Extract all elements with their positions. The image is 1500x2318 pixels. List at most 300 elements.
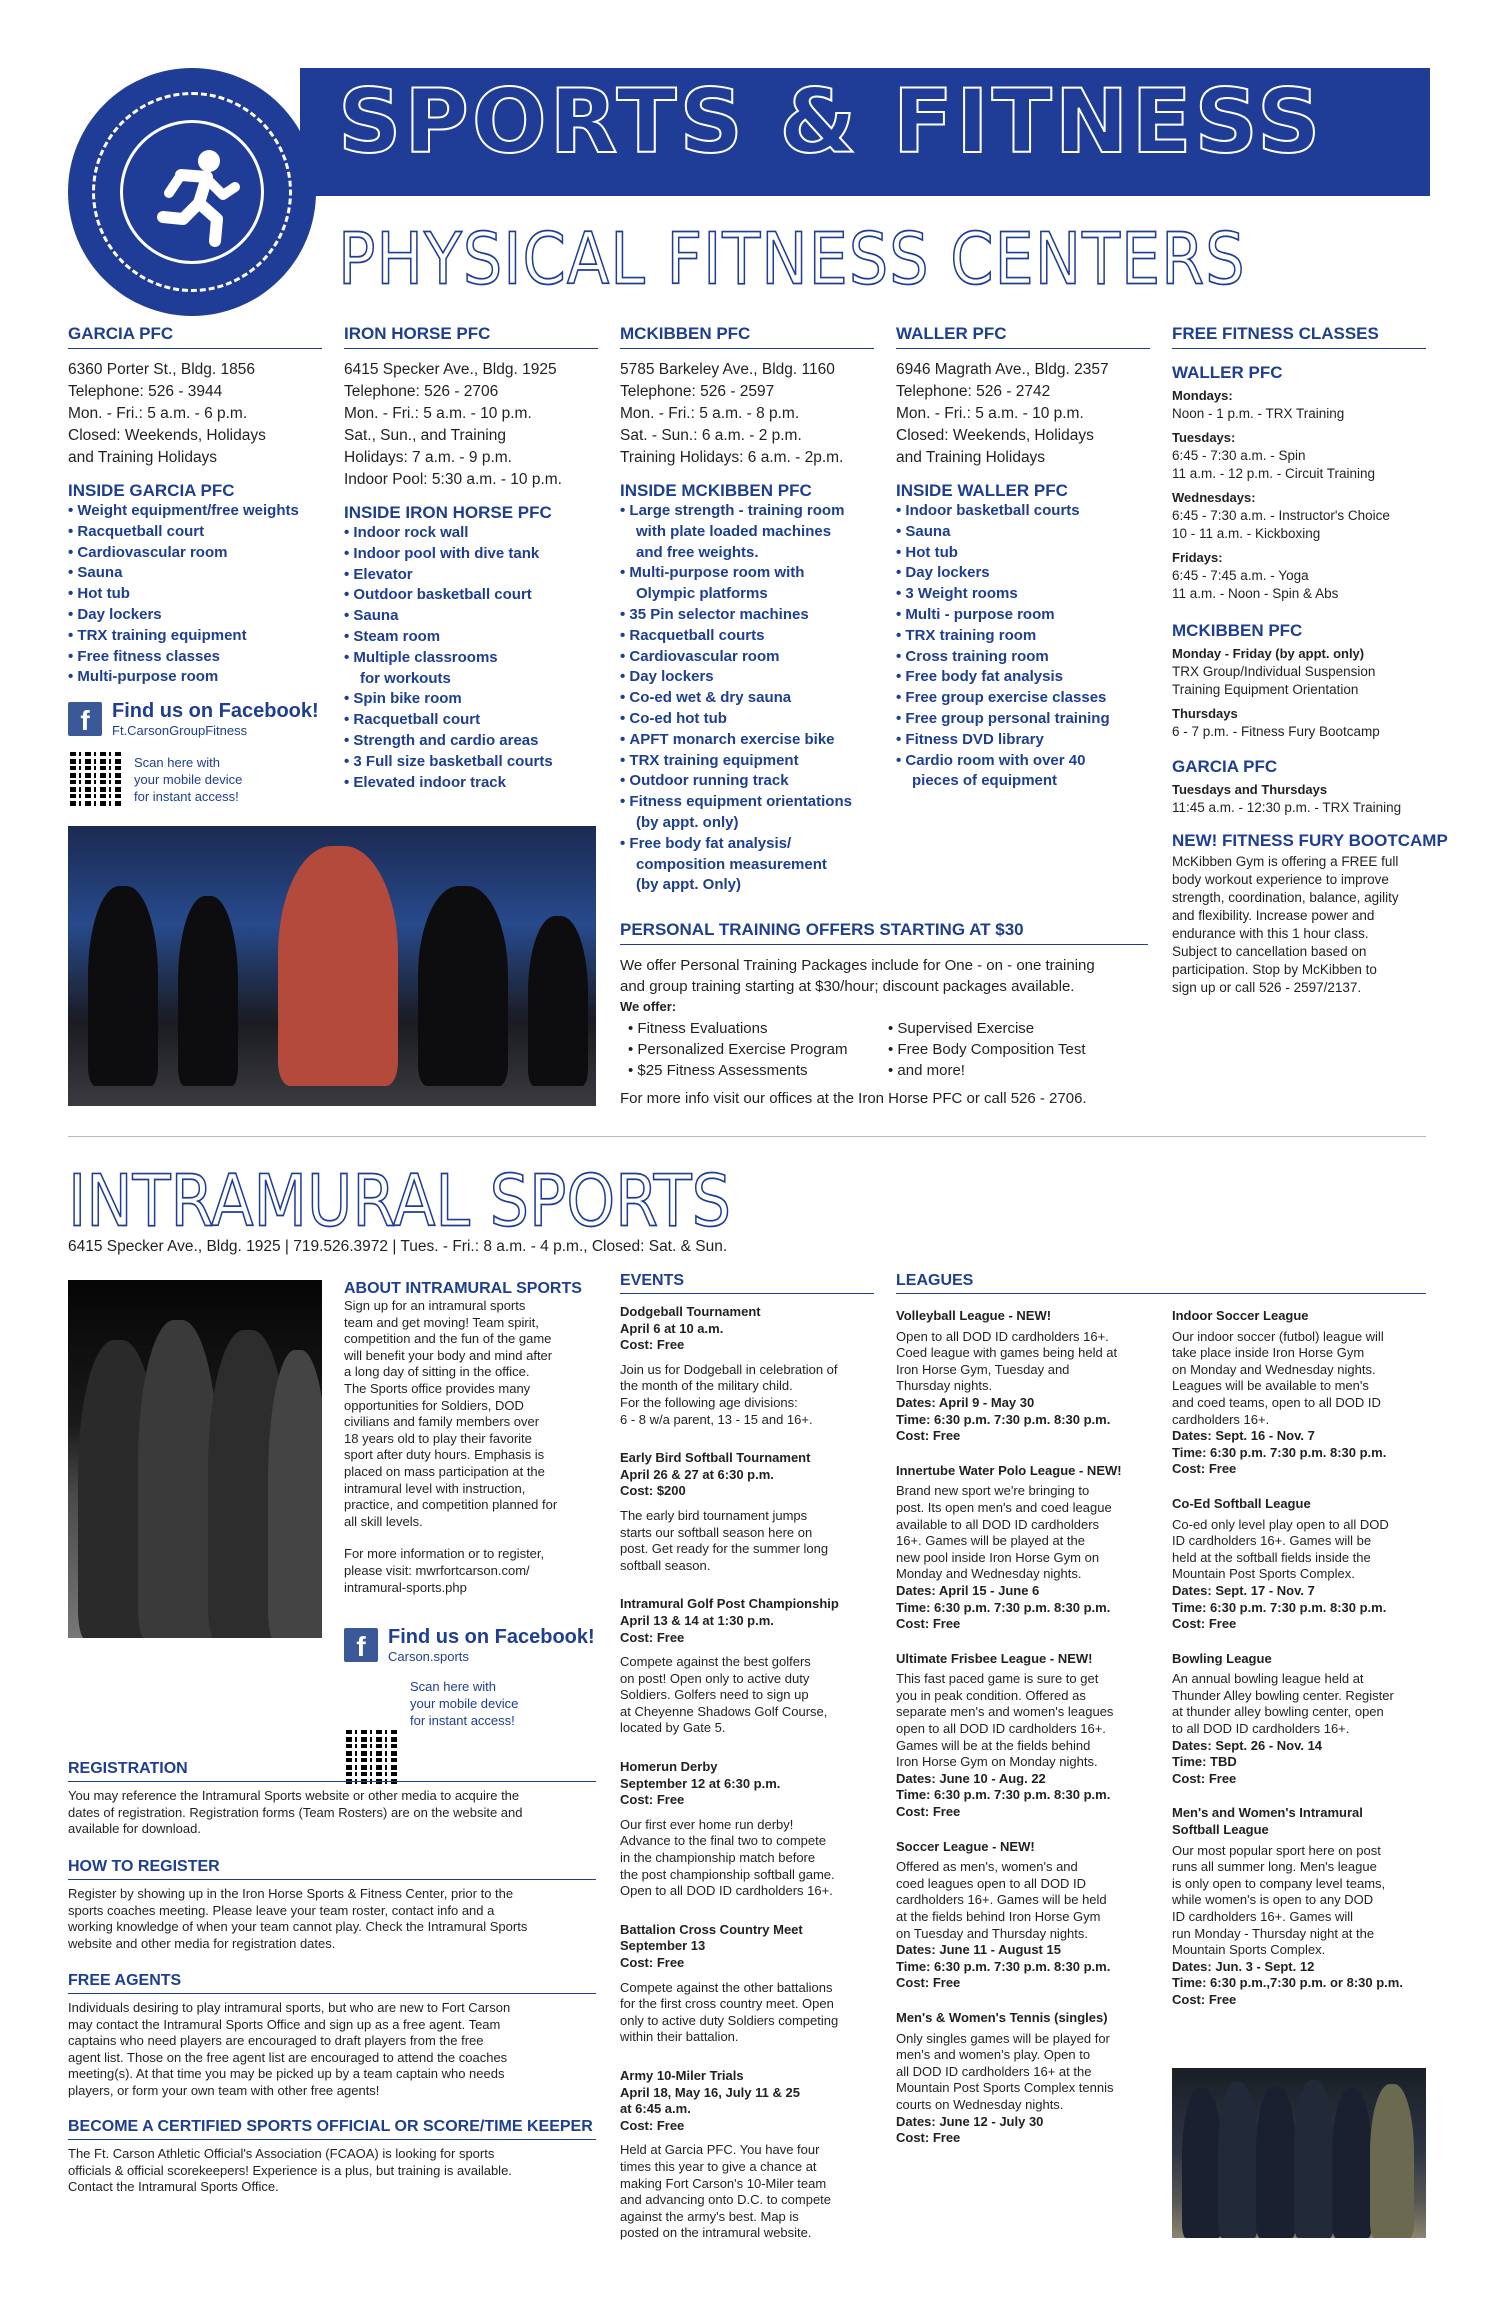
league-item bbox=[896, 1308, 1150, 1445]
amenity-item: • Weight equipment/free weights bbox=[68, 501, 322, 522]
official-heading: BECOME A CERTIFIED SPORTS OFFICIAL OR SCORE/TIME KEEPER bbox=[68, 2118, 596, 2140]
amenity-continuation: composition measurement bbox=[636, 855, 827, 873]
league-item bbox=[896, 1651, 1150, 1821]
league-detail: Dates: June 10 - Aug. 22 bbox=[896, 1770, 1046, 1786]
more-info-line: intramural-sports.php bbox=[344, 1579, 467, 1595]
more-info-line: For more information or to register, bbox=[344, 1546, 545, 1562]
address-line: Closed: Weekends, Holidays bbox=[896, 427, 1094, 444]
mckibben-inside-heading: INSIDE MCKIBBEN PFC bbox=[620, 481, 812, 500]
event-title: Army 10-Miler Trials bbox=[620, 2067, 744, 2083]
amenity-item: • Steam room bbox=[344, 627, 598, 648]
registration-line: available for download. bbox=[68, 1821, 201, 1837]
event-detail: Cost: $200 bbox=[620, 1483, 686, 1499]
league-description: open to all DOD ID cardholders 16+. bbox=[896, 1721, 1106, 1737]
amenity-text: Fitness equipment orientations bbox=[629, 793, 852, 811]
league-detail: Dates: June 11 - August 15 bbox=[896, 1942, 1061, 1958]
facebook-handle[interactable]: Carson.sports bbox=[388, 1649, 469, 1664]
league-description: Leagues will be available to men's bbox=[1172, 1378, 1369, 1394]
how-to-register-text bbox=[68, 1886, 596, 1952]
iron-horse-amenities bbox=[344, 523, 598, 793]
event-title: Intramural Golf Post Championship bbox=[620, 1596, 839, 1612]
about-line: The Sports office provides many bbox=[344, 1380, 531, 1396]
runner-icon bbox=[120, 120, 264, 264]
event-title: Homerun Derby bbox=[620, 1759, 718, 1775]
amenity-item: • TRX training equipment bbox=[68, 626, 322, 647]
league-item bbox=[1172, 1308, 1426, 1478]
waller-column bbox=[896, 324, 1150, 792]
class-line: 6 - 7 p.m. - Fitness Fury Bootcamp bbox=[1172, 724, 1380, 739]
event-description: the post championship softball game. bbox=[620, 1866, 835, 1882]
league-description: at thunder alley bowling center, open bbox=[1172, 1704, 1384, 1720]
amenity-text: APFT monarch exercise bike bbox=[629, 730, 835, 748]
event-description: in the championship match before bbox=[620, 1850, 816, 1866]
league-description: cardholders 16+. Games will be held bbox=[896, 1892, 1107, 1908]
about-line: sport after duty hours. Emphasis is bbox=[344, 1447, 545, 1463]
amenity-continuation: with plate loaded machines bbox=[636, 522, 832, 540]
league-description: cardholders 16+. bbox=[1172, 1411, 1270, 1427]
free-agents-text bbox=[68, 2000, 596, 2100]
event-description: the month of the military child. bbox=[620, 1378, 793, 1394]
about-line: a long day of sitting in the office. bbox=[344, 1364, 530, 1380]
event-detail: at 6:45 a.m. bbox=[620, 2101, 691, 2117]
free-agents-line: may contact the Intramural Sports Office and sign up as a free agent. Team bbox=[68, 2016, 501, 2032]
garcia-class-lines bbox=[1172, 799, 1426, 817]
qr-text-line: Scan here with bbox=[410, 1679, 496, 1694]
amenity-text: TRX training equipment bbox=[629, 751, 799, 769]
address-line: Telephone: 526 - 2742 bbox=[896, 383, 1051, 400]
amenity-continuation: and free weights. bbox=[636, 543, 759, 561]
amenity-item: • Elevator bbox=[344, 565, 598, 586]
amenity-item: • Free group exercise classes bbox=[896, 688, 1150, 709]
event-detail: April 18, May 16, July 11 & 25 bbox=[620, 2084, 800, 2100]
how-to-register-line: working knowledge of when your team cannot play. Check the Intramural Sports bbox=[68, 1919, 528, 1935]
offer-item: • $25 Fitness Assessments bbox=[628, 1062, 808, 1079]
amenity-item: • Indoor basketball courts bbox=[896, 501, 1150, 522]
league-title: Softball League bbox=[1172, 1822, 1269, 1838]
class-day: Wednesdays: bbox=[1172, 490, 1256, 505]
league-detail: Dates: April 9 - May 30 bbox=[896, 1394, 1035, 1410]
we-offer-label: We offer: bbox=[620, 999, 677, 1014]
event-description: For the following age divisions: bbox=[620, 1394, 798, 1410]
amenity-item: • Free body fat analysis bbox=[896, 667, 1150, 688]
more-info-line: please visit: mwrfortcarson.com/ bbox=[344, 1562, 530, 1578]
how-to-register-section bbox=[68, 1858, 596, 1952]
league-description: Our indoor soccer (futbol) league will bbox=[1172, 1328, 1384, 1344]
event-description: Compete against the other battalions bbox=[620, 1979, 833, 1995]
league-item bbox=[896, 1839, 1150, 1992]
intramural-facebook[interactable] bbox=[344, 1628, 378, 1662]
league-description: Games will be at the fields behind bbox=[896, 1737, 1091, 1753]
league-description: men's and women's play. Open to bbox=[896, 2047, 1091, 2063]
garcia-heading: GARCIA PFC bbox=[68, 324, 322, 349]
event-description: The early bird tournament jumps bbox=[620, 1507, 808, 1523]
event-item bbox=[620, 2068, 874, 2242]
league-description: ID cardholders 16+. Games will bbox=[1172, 1909, 1353, 1924]
class-line: 11 a.m. - 12 p.m. - Circuit Training bbox=[1172, 466, 1376, 481]
waller-class-schedule bbox=[1172, 387, 1426, 603]
amenity-item: • Sauna bbox=[344, 606, 598, 627]
address-line: and Training Holidays bbox=[68, 449, 218, 466]
amenity-text: Racquetball courts bbox=[629, 626, 765, 644]
address-line: Closed: Weekends, Holidays bbox=[68, 427, 266, 444]
event-description: post. Get ready for the summer long bbox=[620, 1541, 829, 1557]
amenity-item: • Day lockers bbox=[68, 605, 322, 626]
free-agents-line: captains who need players are encouraged to draft players from the free bbox=[68, 2033, 484, 2049]
league-description: Mountain Sports Complex. bbox=[1172, 1942, 1326, 1958]
league-description: Co-ed only level play open to all DOD bbox=[1172, 1516, 1389, 1532]
amenity-continuation: pieces of equipment bbox=[912, 772, 1058, 790]
event-detail: September 13 bbox=[620, 1938, 706, 1954]
league-detail: Cost: Free bbox=[1172, 1461, 1237, 1477]
league-description: An annual bowling league held at bbox=[1172, 1671, 1364, 1687]
event-description: Held at Garcia PFC. You have four bbox=[620, 2142, 820, 2158]
event-description: Advance to the final two to compete bbox=[620, 1833, 826, 1849]
bootcamp-line: body workout experience to improve bbox=[1172, 872, 1389, 887]
free-agents-line: players, or form your own team with other free agents! bbox=[68, 2082, 380, 2098]
league-title: Men's & Women's Tennis (singles) bbox=[896, 2009, 1108, 2025]
garcia-column bbox=[68, 324, 322, 688]
garcia-facebook-text[interactable] bbox=[112, 700, 319, 738]
registration-line: dates of registration. Registration forms (Team Rosters) are on the website and bbox=[68, 1804, 523, 1820]
league-detail: Dates: Sept. 16 - Nov. 7 bbox=[1172, 1428, 1315, 1444]
iron-horse-heading: IRON HORSE PFC bbox=[344, 324, 598, 349]
league-detail: Cost: Free bbox=[896, 1428, 961, 1444]
garcia-class-day: Tuesdays and Thursdays bbox=[1172, 782, 1328, 797]
bootcamp-description bbox=[1172, 853, 1426, 997]
about-heading: ABOUT INTRAMURAL SPORTS bbox=[344, 1280, 582, 1297]
amenity-continuation: for workouts bbox=[360, 669, 451, 687]
about-line: placed on mass participation at the bbox=[344, 1463, 545, 1479]
league-title: Indoor Soccer League bbox=[1172, 1308, 1309, 1323]
league-description: and coed teams, open to all DOD ID bbox=[1172, 1394, 1381, 1410]
league-item bbox=[1172, 1496, 1426, 1633]
events-list bbox=[620, 1304, 874, 2242]
amenity-item: • Sauna bbox=[896, 522, 1150, 543]
event-description: Open to all DOD ID cardholders 16+. bbox=[620, 1883, 833, 1899]
facebook-icon: f bbox=[68, 702, 102, 736]
league-detail: Dates: Sept. 17 - Nov. 7 bbox=[1172, 1582, 1315, 1598]
how-to-register-heading: HOW TO REGISTER bbox=[68, 1858, 596, 1880]
section-divider bbox=[68, 1136, 1426, 1137]
amenity-item: • Cardio room with over 40 bbox=[896, 751, 1150, 772]
event-detail: Cost: Free bbox=[620, 1629, 685, 1645]
how-to-register-line: sports coaches meeting. Please leave your team roster, contact info and a bbox=[68, 1902, 495, 1918]
free-classes-waller-heading: WALLER PFC bbox=[1172, 363, 1283, 382]
registration-line: You may reference the Intramural Sports website or other media to acquire the bbox=[68, 1788, 520, 1803]
league-detail: Dates: Jun. 3 - Sept. 12 bbox=[1172, 1958, 1315, 1974]
address-line: Mon. - Fri.: 5 a.m. - 8 p.m. bbox=[620, 405, 800, 422]
free-classes-heading: FREE FITNESS CLASSES bbox=[1172, 324, 1426, 349]
league-description: run Monday - Thursday night at the bbox=[1172, 1925, 1375, 1941]
leagues-column-1 bbox=[896, 1308, 1150, 2147]
league-description: Mountain Post Sports Complex. bbox=[1172, 1566, 1355, 1582]
address-line: Telephone: 526 - 2597 bbox=[620, 383, 775, 400]
about-line: all skill levels. bbox=[344, 1513, 423, 1529]
amenity-item: • Indoor rock wall bbox=[344, 523, 598, 544]
amenity-item: • Elevated indoor track bbox=[344, 773, 598, 794]
event-description: located by Gate 5. bbox=[620, 1720, 726, 1736]
class-line: Training Equipment Orientation bbox=[1172, 682, 1359, 697]
offer-item: • Personalized Exercise Program bbox=[628, 1041, 848, 1058]
league-detail: Dates: Sept. 26 - Nov. 14 bbox=[1172, 1737, 1323, 1753]
address-line: Sat., Sun., and Training bbox=[344, 427, 506, 444]
league-description: new pool inside Iron Horse Gym on bbox=[896, 1549, 1100, 1565]
league-description: on Tuesday and Thursday nights. bbox=[896, 1925, 1088, 1941]
event-item bbox=[620, 1304, 874, 1428]
event-description: at Cheyenne Shadows Golf Course, bbox=[620, 1703, 828, 1719]
league-description: Our most popular sport here on post bbox=[1172, 1842, 1381, 1858]
league-description: is only open to company level teams, bbox=[1172, 1875, 1386, 1891]
leagues-column-2 bbox=[1172, 1308, 1426, 2009]
iron-horse-column bbox=[344, 324, 598, 793]
about-line: will benefit your body and mind after bbox=[344, 1347, 553, 1363]
address-line: Indoor Pool: 5:30 a.m. - 10 p.m. bbox=[344, 471, 562, 488]
league-description: on Monday and Wednesday nights. bbox=[1172, 1361, 1376, 1377]
address-line: 6360 Porter St., Bldg. 1856 bbox=[68, 361, 255, 378]
league-detail: Time: 6:30 p.m. 7:30 p.m. 8:30 p.m. bbox=[896, 1599, 1111, 1615]
offer-item: • and more! bbox=[888, 1062, 965, 1079]
address-line: Telephone: 526 - 3944 bbox=[68, 383, 223, 400]
garcia-amenities bbox=[68, 501, 322, 688]
event-detail: Cost: Free bbox=[620, 1337, 685, 1353]
team-huddle-photo bbox=[68, 1280, 322, 1638]
league-description: Iron Horse Gym, Tuesday and bbox=[896, 1361, 1070, 1377]
league-detail: Cost: Free bbox=[896, 1975, 961, 1991]
softball-team-photo bbox=[1172, 2068, 1426, 2238]
amenity-item: • Multiple classrooms bbox=[344, 648, 598, 669]
league-detail: Cost: Free bbox=[896, 2130, 961, 2146]
league-title: Soccer League - NEW! bbox=[896, 1838, 1035, 1854]
about-line: civilians and family members over bbox=[344, 1414, 540, 1430]
event-description: against the army's best. Map is bbox=[620, 2208, 799, 2224]
address-line: 6946 Magrath Ave., Bldg. 2357 bbox=[896, 361, 1109, 378]
iron-horse-inside-heading: INSIDE IRON HORSE PFC bbox=[344, 503, 552, 522]
address-line: 5785 Barkeley Ave., Bldg. 1160 bbox=[620, 361, 835, 378]
event-detail: Cost: Free bbox=[620, 1792, 685, 1808]
free-classes-column bbox=[1172, 324, 1448, 997]
event-item bbox=[620, 1450, 874, 1574]
personal-training-footer: For more info visit our offices at the Iron Horse PFC or call 526 - 2706. bbox=[620, 1090, 1087, 1107]
league-description: Open to all DOD ID cardholders 16+. bbox=[896, 1328, 1109, 1344]
league-description: Brand new sport we're bringing to bbox=[896, 1483, 1090, 1499]
league-item bbox=[1172, 1651, 1426, 1788]
spin-class-photo bbox=[68, 826, 596, 1106]
bootcamp-line: and flexibility. Increase power and bbox=[1172, 908, 1375, 923]
address-line: Telephone: 526 - 2706 bbox=[344, 383, 499, 400]
mckibben-class-lines-2 bbox=[1172, 723, 1426, 741]
event-title: Battalion Cross Country Meet bbox=[620, 1921, 803, 1937]
registration-section bbox=[68, 1760, 596, 1838]
about-line: opportunities for Soldiers, DOD bbox=[344, 1397, 524, 1413]
class-line: 11 a.m. - Noon - Spin & Abs bbox=[1172, 586, 1339, 601]
amenity-text: Outdoor running track bbox=[629, 772, 789, 790]
section-title-fitness-centers: PHYSICAL FITNESS CENTERS bbox=[338, 216, 1246, 301]
league-description: available to all DOD ID cardholders bbox=[896, 1516, 1100, 1532]
registration-heading: REGISTRATION bbox=[68, 1760, 596, 1782]
event-description: Compete against the best golfers bbox=[620, 1654, 811, 1670]
league-description: Offered as men's, women's and bbox=[896, 1859, 1078, 1875]
qr-text-line: for instant access! bbox=[134, 789, 239, 804]
event-title: Dodgeball Tournament bbox=[620, 1304, 761, 1319]
official-section bbox=[68, 2118, 596, 2196]
league-detail: Cost: Free bbox=[1172, 1616, 1237, 1632]
event-detail: September 12 at 6:30 p.m. bbox=[620, 1775, 781, 1791]
amenity-text: Large strength - training room bbox=[629, 502, 845, 519]
events-column bbox=[620, 1272, 874, 2242]
amenity-item: • Sauna bbox=[68, 563, 322, 584]
amenity-item: • Multi-purpose room bbox=[68, 667, 322, 688]
personal-training-line: and group training starting at $30/hour; discount packages available. bbox=[620, 978, 1075, 995]
event-description: 6 - 8 w/a parent, 13 - 15 and 16+. bbox=[620, 1411, 813, 1427]
address-line: Sat. - Sun.: 6 a.m. - 2 p.m. bbox=[620, 427, 802, 444]
league-description: runs all summer long. Men's league bbox=[1172, 1859, 1377, 1875]
official-line: officials & official scorekeepers! Experience is a plus, but training is available. bbox=[68, 2162, 512, 2178]
free-classes-garcia-heading: GARCIA PFC bbox=[1172, 757, 1278, 776]
class-day: Mondays: bbox=[1172, 388, 1233, 403]
event-detail: April 6 at 10 a.m. bbox=[620, 1320, 724, 1336]
waller-inside-heading: INSIDE WALLER PFC bbox=[896, 481, 1068, 500]
amenity-item: • Hot tub bbox=[896, 543, 1150, 564]
waller-address bbox=[896, 359, 1150, 469]
class-line: 10 - 11 a.m. - Kickboxing bbox=[1172, 526, 1321, 541]
event-description: times this year to give a chance at bbox=[620, 2158, 817, 2174]
amenity-text: Free body fat analysis/ bbox=[629, 834, 792, 852]
about-description bbox=[344, 1298, 598, 1530]
garcia-facebook[interactable] bbox=[68, 702, 102, 736]
event-description: starts our softball season here on bbox=[620, 1524, 813, 1540]
league-item bbox=[1172, 1805, 1426, 2008]
amenity-continuation: (by appt. Only) bbox=[636, 876, 741, 894]
mckibben-class-day-2: Thursdays bbox=[1172, 706, 1238, 721]
amenity-item: • Free fitness classes bbox=[68, 647, 322, 668]
official-text bbox=[68, 2146, 596, 2196]
free-agents-line: Individuals desiring to play intramural sports, but who are new to Fort Carson bbox=[68, 2000, 511, 2015]
qr-text-line: Scan here with bbox=[134, 755, 220, 770]
amenity-item: • Racquetball court bbox=[344, 710, 598, 731]
amenity-item: • 3 Full size basketball courts bbox=[344, 752, 598, 773]
amenity-text: 35 Pin selector machines bbox=[629, 605, 809, 623]
facebook-handle[interactable]: Ft.CarsonGroupFitness bbox=[112, 723, 248, 738]
address-line: Mon. - Fri.: 5 a.m. - 6 p.m. bbox=[68, 405, 248, 422]
events-heading: EVENTS bbox=[620, 1272, 874, 1294]
league-description: held at the softball fields inside the bbox=[1172, 1549, 1371, 1565]
event-description: Soldiers. Golfers need to sign up bbox=[620, 1687, 809, 1703]
amenity-item: • Spin bike room bbox=[344, 689, 598, 710]
league-item bbox=[896, 2010, 1150, 2147]
bootcamp-line: Subject to cancellation based on bbox=[1172, 944, 1367, 959]
league-detail: Dates: April 15 - June 6 bbox=[896, 1582, 1040, 1598]
free-classes-mckibben-heading: MCKIBBEN PFC bbox=[1172, 621, 1303, 640]
class-day: Fridays: bbox=[1172, 550, 1223, 565]
bootcamp-heading: NEW! FITNESS FURY BOOTCAMP bbox=[1172, 831, 1448, 850]
league-description: coed leagues open to all DOD ID bbox=[896, 1875, 1087, 1891]
event-description: making Fort Carson's 10-Miler team bbox=[620, 2175, 827, 2191]
class-line: 6:45 - 7:30 a.m. - Instructor's Choice bbox=[1172, 508, 1390, 523]
free-agents-heading: FREE AGENTS bbox=[68, 1972, 596, 1994]
iron-horse-address bbox=[344, 359, 598, 491]
league-title: Bowling League bbox=[1172, 1650, 1272, 1666]
offer-item: • Free Body Composition Test bbox=[888, 1041, 1086, 1058]
class-line: 11:45 a.m. - 12:30 p.m. - TRX Training bbox=[1172, 800, 1402, 815]
bootcamp-line: participation. Stop by McKibben to bbox=[1172, 962, 1377, 977]
intramural-facebook-text[interactable] bbox=[388, 1626, 595, 1664]
facebook-icon: f bbox=[344, 1628, 378, 1662]
official-line: Contact the Intramural Sports Office. bbox=[68, 2179, 279, 2195]
official-line: The Ft. Carson Athletic Official's Association (FCAOA) is looking for sports bbox=[68, 2146, 495, 2161]
league-detail: Cost: Free bbox=[896, 1616, 961, 1632]
about-line: competition and the fun of the game bbox=[344, 1331, 552, 1347]
league-detail: Time: 6:30 p.m. 7:30 p.m. 8:30 p.m. bbox=[896, 1958, 1111, 1974]
qr-code-icon[interactable] bbox=[70, 752, 124, 806]
intramural-qr-text bbox=[410, 1678, 518, 1729]
registration-text bbox=[68, 1788, 596, 1838]
class-line: TRX Group/Individual Suspension bbox=[1172, 664, 1376, 679]
event-detail: April 26 & 27 at 6:30 p.m. bbox=[620, 1466, 774, 1482]
event-description: softball season. bbox=[620, 1557, 711, 1573]
mckibben-class-lines bbox=[1172, 663, 1426, 699]
amenity-text: Multi-purpose room with bbox=[629, 564, 805, 582]
free-agents-section bbox=[68, 1972, 596, 2100]
how-to-register-line: website and other media for registration dates. bbox=[68, 1935, 336, 1951]
league-item bbox=[896, 1463, 1150, 1633]
waller-amenities bbox=[896, 501, 1150, 792]
event-item bbox=[620, 1922, 874, 2046]
amenity-item: • Outdoor basketball court bbox=[344, 585, 598, 606]
waller-heading: WALLER PFC bbox=[896, 324, 1150, 349]
mckibben-heading: MCKIBBEN PFC bbox=[620, 324, 874, 349]
amenity-item: • Day lockers bbox=[896, 563, 1150, 584]
personal-training-heading: PERSONAL TRAINING OFFERS STARTING AT $30 bbox=[620, 920, 1148, 945]
amenity-item: • Free group personal training bbox=[896, 709, 1150, 730]
event-detail: Cost: Free bbox=[620, 2117, 685, 2133]
event-description: Join us for Dodgeball in celebration of bbox=[620, 1361, 838, 1377]
event-description: only to active duty Soldiers competing bbox=[620, 2012, 839, 2028]
event-description: on post! Open only to active duty bbox=[620, 1670, 810, 1686]
event-title: Early Bird Softball Tournament bbox=[620, 1450, 811, 1466]
amenity-continuation: (by appt. only) bbox=[636, 813, 739, 831]
league-description: at the fields behind Iron Horse Gym bbox=[896, 1909, 1101, 1924]
league-detail: Time: 6:30 p.m. 7:30 p.m. 8:30 p.m. bbox=[1172, 1444, 1387, 1460]
amenity-item: • Fitness DVD library bbox=[896, 730, 1150, 751]
league-description: Thunder Alley bowling center. Register bbox=[1172, 1687, 1394, 1703]
amenity-item: • Multi - purpose room bbox=[896, 605, 1150, 626]
garcia-qr-text bbox=[134, 754, 242, 805]
how-to-register-line: Register by showing up in the Iron Horse Sports & Fitness Center, prior to the bbox=[68, 1886, 514, 1901]
page-title: SPORTS & FITNESS bbox=[338, 70, 1324, 173]
league-description: Iron Horse Gym on Monday nights. bbox=[896, 1754, 1098, 1770]
amenity-item: • Hot tub bbox=[68, 584, 322, 605]
event-description: Our first ever home run derby! bbox=[620, 1816, 794, 1832]
address-line: 6415 Specker Ave., Bldg. 1925 bbox=[344, 361, 557, 378]
league-detail: Cost: Free bbox=[896, 1804, 961, 1820]
event-detail: April 13 & 14 at 1:30 p.m. bbox=[620, 1612, 774, 1628]
personal-training-description bbox=[620, 955, 1148, 997]
amenity-text: Co-ed wet & dry sauna bbox=[629, 689, 792, 707]
amenity-item: • Cardiovascular room bbox=[68, 543, 322, 564]
league-title: Innertube Water Polo League - NEW! bbox=[896, 1462, 1122, 1478]
bootcamp-line: McKibben Gym is offering a FREE full bbox=[1172, 854, 1399, 869]
facebook-title: Find us on Facebook! bbox=[112, 700, 319, 722]
address-line: and Training Holidays bbox=[896, 449, 1046, 466]
amenity-item: • 3 Weight rooms bbox=[896, 584, 1150, 605]
amenity-text: Day lockers bbox=[629, 668, 714, 686]
league-detail: Time: TBD bbox=[1172, 1754, 1237, 1770]
class-line: Noon - 1 p.m. - TRX Training bbox=[1172, 406, 1345, 421]
amenity-item: • Indoor pool with dive tank bbox=[344, 544, 598, 565]
amenity-item: • Cross training room bbox=[896, 647, 1150, 668]
about-line: intramural level with instruction, bbox=[344, 1480, 526, 1496]
free-agents-line: agent list. Those on the free agent list are encouraged to attend the coaches bbox=[68, 2049, 508, 2065]
